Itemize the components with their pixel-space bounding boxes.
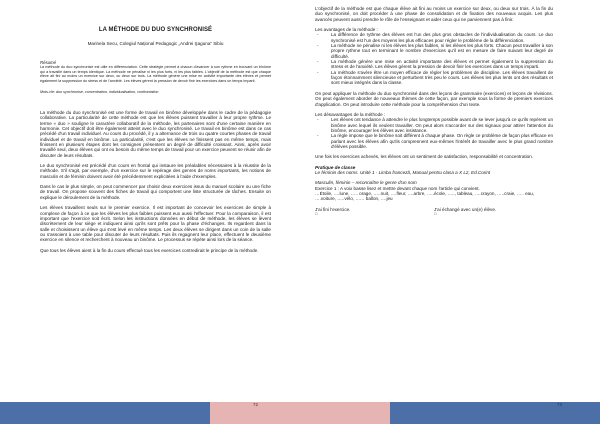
footer-band-blue-left bbox=[0, 402, 210, 424]
paragraph-5: Que tous les élèves aient à la fin du cours effectué tous les exercices contredirait le principe de la méthode. bbox=[40, 247, 259, 253]
footer-band-pink-right bbox=[300, 402, 390, 424]
list-item: - La règle impose que le binôme soit différent à chaque phase. On règle ce problème de façon plus efficace en parlant avec les élèves afin qu'ils comprennent eux-mêmes l'intérêt de travailler avec le plus grand nombre d'élèves possible. bbox=[315, 133, 553, 149]
list-item: - La méthode s'avère être un moyen efficace de régler les problèmes de discipline. Les élèves travaillent de façon étonnamment silencieuse et perturbent très peu le cours. Les élèves les plus lents ont des résultats et sont mieux intégrés dans la classe. bbox=[315, 70, 553, 86]
advantages-heading: Les avantages de la méthode : bbox=[315, 27, 378, 33]
practice-source: Le féminin des noms. Unité 1 - Limba franceză, Manual pentru clasa a X L2, Ed.Corint bbox=[315, 170, 491, 175]
list-item: - La différence de rythme des élèves est l'un des plus gros obstacles de l'individualisation du cours. Le duo synchronisé est l'un des moyens les plus efficaces pour régler le problème de la différenciation. bbox=[315, 32, 553, 43]
intro-paragraph: L'objectif de la méthode est que chaque élève ait fini au moins un exercice sur deux, ou deux sur trois. À la fin du duo synchronisé, on doit procéder à une phase de consolidation et de fixation des nouveaux acquis. Les plus avancés peuvent aussi prendre le rôle de l'enseignant et aider ceux qui ne parviennent pas à finir. bbox=[315, 6, 553, 22]
checkbox-finished[interactable]: □ bbox=[315, 211, 318, 217]
page-number-right: 73 bbox=[557, 402, 562, 407]
footer-band-blue-right bbox=[390, 402, 600, 424]
checkbox-exchanged[interactable]: □ bbox=[434, 211, 437, 217]
list-item: - La méthode ne pénalise ni les élèves les plus faibles, ni les élèves les plus forts. Chacun peut travailler à son propre rythme tout en terminant le nombre d'exercices qu'il est en mesure de faire suivant leur degré de difficulté. bbox=[315, 43, 553, 59]
paragraph-1: La méthode du duo synchronisé est une forme de travail en binôme développée dans le cadre de la pédagogie collaborative. La particularité de cette méthode est que les élèves puissent travailler à leur propre rythme. Le terme « duo » souligne le caractère collaboratif de la méthode, les partenaires sont d'une certaine manière en harmonie. Cet objectif doit être également atteint avec le duo synchronisé. Le travail en binôme est dans ce cas précédé d'un travail individuel. Au cours du procédé, il y a alternance de trois ou quatre courtes phases de travail individuel et de travail en binôme. La particularité, c'est que les élèves ne finissent pas en même temps, mais finissent en plusieurs étapes dont les consignes présentent un degré de difficulté croissant. Ainsi, après avoir travaillé seul, deux élèves qui ont eu besoin du même temps de travail pour un exercice peuvent se réunir afin de discuter de leurs résultats. bbox=[40, 110, 271, 158]
practice-heading: Pratique de classe bbox=[315, 164, 356, 170]
left-column bbox=[40, 27, 271, 253]
disadvantages-heading: Les désavantages de la méthode : bbox=[315, 111, 386, 117]
article-author: Marinela Secu, Colegiul Național Pedagogic „Andrei Şaguna” Sibiu bbox=[87, 41, 224, 46]
disadvantages-list bbox=[315, 117, 553, 149]
exercise-1: Exercice 1 : A voix basse lisez et mettre devant chaque nom l'article qui convient. bbox=[315, 185, 480, 191]
keywords: Mots-clé: duo synchronisé, concentration, individualisation, confrontation bbox=[40, 90, 159, 94]
advantages-list bbox=[315, 32, 553, 85]
right-column bbox=[315, 6, 553, 216]
exercise-1-items: …Étoile, ….lune, ….. orage, …..nuit, ….fleur, ….arbre, …..école, ….., tableau, ….crayon, …..craie, ….. eau, ….voiture, …..vélo, …… ballon, ….jeu bbox=[315, 191, 535, 202]
checkbox-row bbox=[315, 212, 553, 216]
right-page bbox=[300, 0, 600, 424]
page-number-left: 72 bbox=[253, 402, 258, 407]
satisfaction-paragraph: Une fois les exercices achevés, les élèves ont un sentiment de satisfaction, responsabilité et concentration. bbox=[315, 154, 534, 160]
answer-exchanged: J'ai échangé avec un(e) élève. bbox=[434, 206, 497, 212]
answer-finished: J'ai fini l'exercice. bbox=[315, 206, 351, 212]
article-title: LA MÉTHODE DU DUO SYNCHRONISÉ bbox=[98, 27, 213, 33]
list-item: - La méthode génère une mise en activité importante des élèves et permet également la suppression du stress et de l'anxiété. Les élèves gèrent la pression de devoir finir les exercices dans un temps imparti. bbox=[315, 59, 553, 70]
list-item: - Les élèves ont tendance à attendre le plus longtemps possible avant de se lever jusqu'à ce qu'ils repèrent un binôme avec lequel ils veulent travailler. On peut alors s'accorder sur des signaux pour attirer l'attention du binôme, encourager les élèves avec insistance. bbox=[315, 117, 553, 133]
resume-text: La méthode du duo synchronisé est utile en différenciation. Cette stratégie permet à chacun d'avancer à son rythme en trouvant un binôme qui a travaillé dans un temps identique. La méthode ne pénalise ni les plus forts, ni les plus faibles. L'objectif de la méthode est que chaque élève ait fini au moins un exercice sur deux, ou deux sur trois. La méthode génère une mise en activité importante des élèves et permet également la suppression du stress et de l'anxiété. Les élèves gèrent la pression de devoir finir les exercices dans un temps imparti. bbox=[40, 65, 271, 83]
resume-heading: Résumé bbox=[40, 60, 57, 65]
paragraph-3: Dans le cas le plus simple, on peut commencer par choisir deux exercices issus du manuel scolaire ou une fiche de travail. On propose souvent des fiches de travail qui comportent une liste structurée de tâches. Ensuite on explique le déroulement de la méthode. bbox=[40, 184, 271, 200]
application-paragraph: On peut appliquer la méthode du duo synchronisé dans des leçons de grammaire (exercices) et leçons de révisions. On peut également aborder de nouveaux thèmes de cette façon, par exemple sous la forme de premiers exercices d'application. On peut introduire cette méthode pour la compréhension d'un texte. bbox=[315, 90, 553, 107]
practice-line: Masculin, féminin – reconnaître le genre d'un nom bbox=[315, 180, 417, 186]
paragraph-4: Les élèves travaillent seuls sur le premier exercice. Il est important de concevoir les exercices de simple à complexe de façon à ce que les élèves les plus faibles puissent eux aussi l'effectuer. Pour la comparaison, il est important que l'exercice soit écrit. Selon les instructions données en début de méthode, les élèves se lèvent discrètement de leur siège et indiquent ainsi qu'ils sont prêts pour la phase d'échanges. Ils regardent dans la salle et choisissent un élève qui s'est levé en même temps. Les deux élèves se dirigent dans un coin de la salle ou s'assoient à une table pour discuter de leurs résultats. Puis ils regagnent leur place, effectuent le deuxième exercice en silence et recherchent à nouveau un binôme. Le processus se répète ainsi lors de la séance. bbox=[40, 205, 271, 243]
paragraph-2: Le duo synchronisé est précédé d'un cours en frontal qui instaure les préalables nécessaires à la réussite de la méthode. S'il s'agit, par exemple, d'un exercice sur le repérage des genres de noms importants, les notions de masculin et de féminin doivent avoir été précédemment explicitées à l'aide d'exemples. bbox=[40, 163, 271, 179]
